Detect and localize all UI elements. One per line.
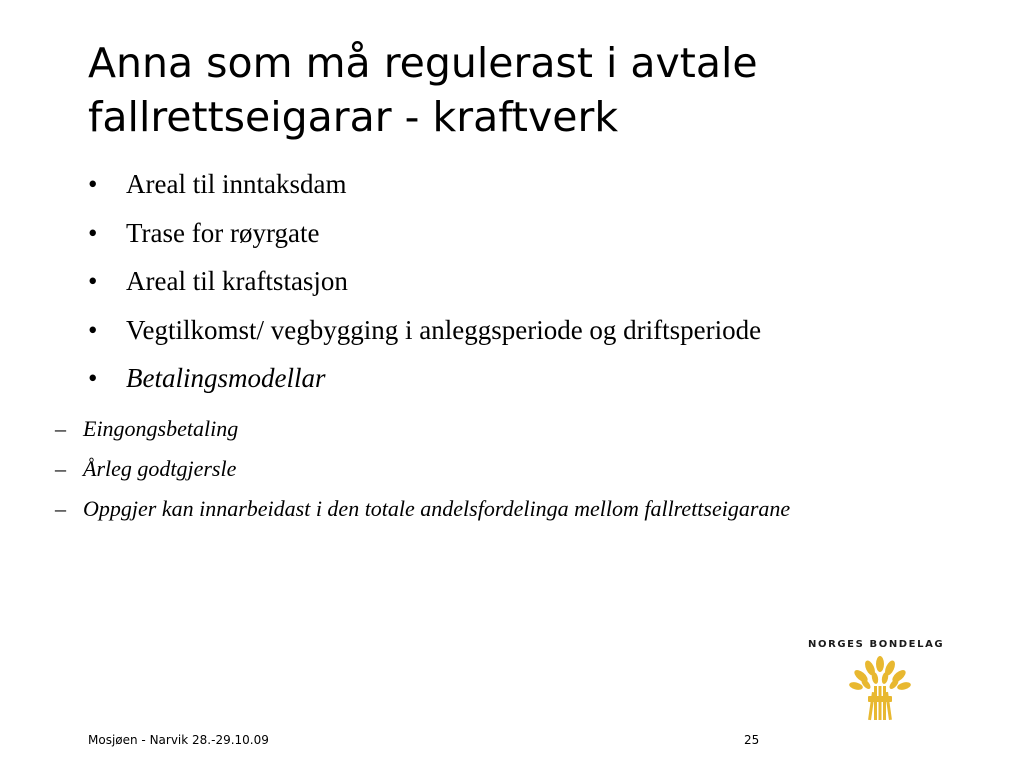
page-number: 25 [744,733,760,747]
bullet-item [88,314,968,346]
sub-bullet-item [0,414,900,444]
dash-marker: – [55,496,66,521]
sub-bullet-item [0,494,843,524]
sub-bullet-item [0,454,900,484]
bullet-list [88,168,968,411]
bullet-marker: • [88,363,98,393]
sub-bullet-text: Oppgjer kan innarbeidast i den totale andelsfordelinga mellom fallrettseigarane [83,496,791,521]
bullet-text: Trase for røyrgate [126,217,320,248]
title-line-1: Anna som må regulerast i avtale [88,39,758,87]
bullet-marker: • [88,314,98,345]
dash-marker: – [55,456,66,481]
wheat-sheaf-icon [848,656,912,722]
bullet-text: Areal til kraftstasjon [126,266,348,296]
sub-bullet-text: Eingongsbetaling [83,416,239,441]
bullet-item [88,362,968,394]
logo-wordmark: NORGES BONDELAG [808,639,945,650]
bullet-marker: • [88,217,98,248]
bullet-text: Areal til inntaksdam [126,169,347,199]
bullet-item [88,217,968,249]
bullet-item [88,265,968,297]
title-line-2: fallrettseigarar - kraftverk [88,93,619,141]
bullet-marker: • [88,266,98,296]
sub-bullet-text: Årleg godtgjersle [83,456,237,481]
bullet-item [88,168,968,200]
footer-event-text: Mosjøen - Narvik 28.-29.10.09 [88,733,269,747]
bullet-marker: • [88,169,98,199]
sub-bullet-list [0,414,900,534]
bullet-text: Vegtilkomst/ vegbygging i anleggsperiode og driftsperiode [126,314,762,345]
dash-marker: – [55,416,66,441]
bullet-text: Betalingsmodellar [126,363,326,393]
slide-title [88,36,968,144]
